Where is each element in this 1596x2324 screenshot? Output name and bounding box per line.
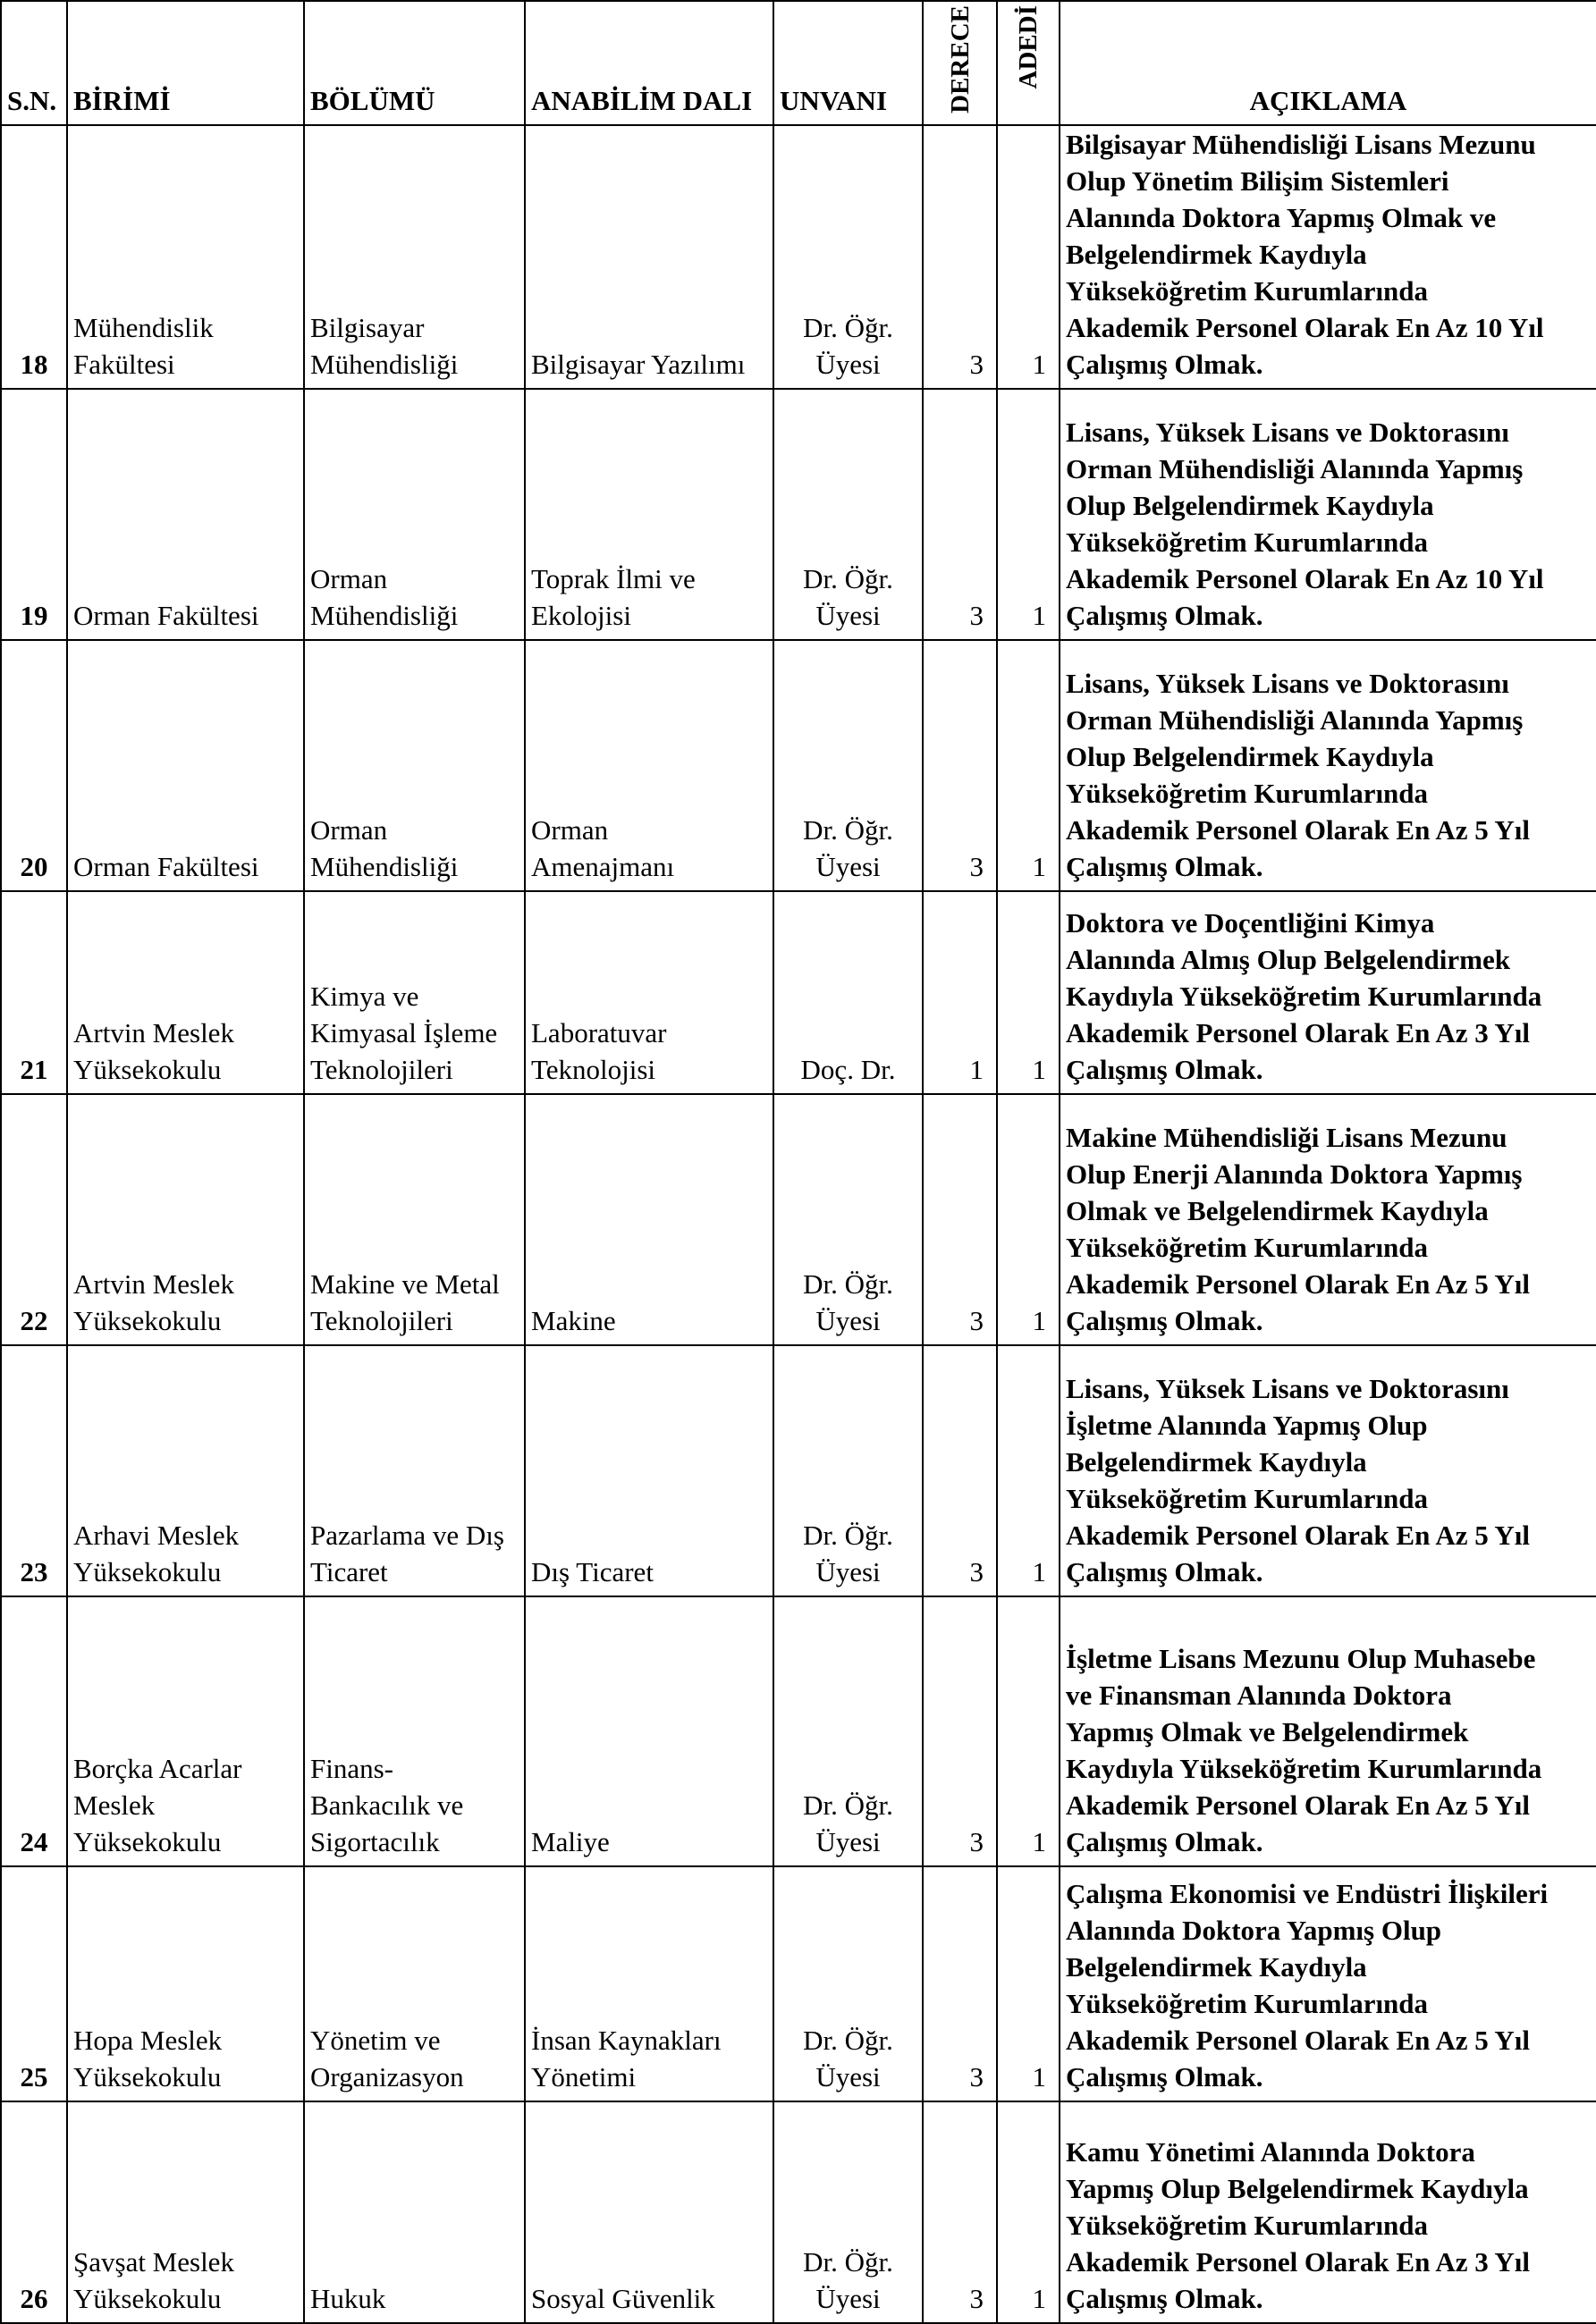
cell-bolum: Kimya ve Kimyasal İşleme Teknolojileri <box>304 891 525 1094</box>
header-bolum: BÖLÜMÜ <box>304 1 525 125</box>
cell-aciklama: Çalışma Ekonomisi ve Endüstri İlişkileri Alanında Doktora Yapmış Olup Belgelendirmek Kaydıyla Yükseköğretim Kurumlarında Akademik Personel Olarak En Az 5 Yıl Çalışmış Olmak. <box>1060 1866 1596 2101</box>
cell-derece: 3 <box>923 125 997 389</box>
cell-anabilim: Sosyal Güvenlik <box>525 2101 773 2323</box>
cell-derece: 3 <box>923 1866 997 2101</box>
cell-unvan: Dr. Öğr. Üyesi <box>773 640 923 891</box>
header-aciklama: AÇIKLAMA <box>1060 1 1596 125</box>
table-row <box>1 389 1596 640</box>
cell-derece: 3 <box>923 389 997 640</box>
cell-bolum: Orman Mühendisliği <box>304 640 525 891</box>
table-row <box>1 891 1596 1094</box>
cell-sn: 19 <box>1 389 67 640</box>
table-body <box>1 125 1596 2323</box>
table-row <box>1 1866 1596 2101</box>
cell-sn: 24 <box>1 1596 67 1866</box>
cell-bolum: Makine ve Metal Teknolojileri <box>304 1094 525 1345</box>
cell-adet: 1 <box>997 2101 1060 2323</box>
cell-sn: 21 <box>1 891 67 1094</box>
cell-adet: 1 <box>997 1596 1060 1866</box>
header-adet: ADEDİ <box>1014 5 1043 89</box>
header-adet-cell <box>997 1 1060 125</box>
cell-bolum: Finans- Bankacılık ve Sigortacılık <box>304 1596 525 1866</box>
cell-bolum: Pazarlama ve Dış Ticaret <box>304 1345 525 1596</box>
cell-birim: Hopa Meslek Yüksekokulu <box>67 1866 304 2101</box>
cell-unvan: Dr. Öğr. Üyesi <box>773 1094 923 1345</box>
cell-unvan: Dr. Öğr. Üyesi <box>773 389 923 640</box>
cell-aciklama: Bilgisayar Mühendisliği Lisans Mezunu Olup Yönetim Bilişim Sistemleri Alanında Doktora Yapmış Olmak ve Belgelendirmek Kaydıyla Yükseköğretim Kurumlarında Akademik Personel Olarak En Az 10 Yıl Çalışmış Olmak. <box>1060 125 1596 389</box>
cell-sn: 20 <box>1 640 67 891</box>
cell-unvan: Dr. Öğr. Üyesi <box>773 1866 923 2101</box>
table-row <box>1 1094 1596 1345</box>
cell-anabilim: Makine <box>525 1094 773 1345</box>
table-row <box>1 1596 1596 1866</box>
cell-aciklama: Lisans, Yüksek Lisans ve Doktorasını Orman Mühendisliği Alanında Yapmış Olup Belgelendirmek Kaydıyla Yükseköğretim Kurumlarında Akademik Personel Olarak En Az 5 Yıl Çalışmış Olmak. <box>1060 640 1596 891</box>
header-row <box>1 1 1596 125</box>
cell-unvan: Doç. Dr. <box>773 891 923 1094</box>
cell-adet: 1 <box>997 389 1060 640</box>
cell-derece: 1 <box>923 891 997 1094</box>
header-derece-cell <box>923 1 997 125</box>
table-row <box>1 640 1596 891</box>
cell-birim: Artvin Meslek Yüksekokulu <box>67 891 304 1094</box>
cell-unvan: Dr. Öğr. Üyesi <box>773 1345 923 1596</box>
cell-derece: 3 <box>923 2101 997 2323</box>
cell-anabilim: Maliye <box>525 1596 773 1866</box>
cell-aciklama: Lisans, Yüksek Lisans ve Doktorasını Orman Mühendisliği Alanında Yapmış Olup Belgelendirmek Kaydıyla Yükseköğretim Kurumlarında Akademik Personel Olarak En Az 10 Yıl Çalışmış Olmak. <box>1060 389 1596 640</box>
cell-adet: 1 <box>997 640 1060 891</box>
cell-adet: 1 <box>997 125 1060 389</box>
cell-anabilim: Toprak İlmi ve Ekolojisi <box>525 389 773 640</box>
cell-derece: 3 <box>923 1345 997 1596</box>
cell-unvan: Dr. Öğr. Üyesi <box>773 1596 923 1866</box>
header-sn: S.N. <box>1 1 67 125</box>
table-row <box>1 2101 1596 2323</box>
cell-unvan: Dr. Öğr. Üyesi <box>773 125 923 389</box>
cell-anabilim: İnsan Kaynakları Yönetimi <box>525 1866 773 2101</box>
cell-derece: 3 <box>923 640 997 891</box>
cell-sn: 25 <box>1 1866 67 2101</box>
header-unvan: UNVANI <box>773 1 923 125</box>
cell-birim: Borçka Acarlar Meslek Yüksekokulu <box>67 1596 304 1866</box>
header-birim: BİRİMİ <box>67 1 304 125</box>
header-derece: DERECE <box>945 5 975 114</box>
cell-anabilim: Laboratuvar Teknolojisi <box>525 891 773 1094</box>
cell-birim: Mühendislik Fakültesi <box>67 125 304 389</box>
cell-derece: 3 <box>923 1596 997 1866</box>
cell-adet: 1 <box>997 1345 1060 1596</box>
cell-aciklama: Doktora ve Doçentliğini Kimya Alanında Almış Olup Belgelendirmek Kaydıyla Yükseköğretim Kurumlarında Akademik Personel Olarak En Az 3 Yıl Çalışmış Olmak. <box>1060 891 1596 1094</box>
cell-adet: 1 <box>997 891 1060 1094</box>
cell-bolum: Hukuk <box>304 2101 525 2323</box>
cell-aciklama: Makine Mühendisliği Lisans Mezunu Olup Enerji Alanında Doktora Yapmış Olmak ve Belgelendirmek Kaydıyla Yükseköğretim Kurumlarında Akademik Personel Olarak En Az 5 Yıl Çalışmış Olmak. <box>1060 1094 1596 1345</box>
cell-sn: 26 <box>1 2101 67 2323</box>
cell-birim: Artvin Meslek Yüksekokulu <box>67 1094 304 1345</box>
cell-derece: 3 <box>923 1094 997 1345</box>
cell-sn: 22 <box>1 1094 67 1345</box>
cell-birim: Arhavi Meslek Yüksekokulu <box>67 1345 304 1596</box>
cell-adet: 1 <box>997 1094 1060 1345</box>
cell-bolum: Yönetim ve Organizasyon <box>304 1866 525 2101</box>
cell-adet: 1 <box>997 1866 1060 2101</box>
cell-anabilim: Dış Ticaret <box>525 1345 773 1596</box>
cell-unvan: Dr. Öğr. Üyesi <box>773 2101 923 2323</box>
cell-anabilim: Orman Amenajmanı <box>525 640 773 891</box>
cell-sn: 18 <box>1 125 67 389</box>
cell-aciklama: İşletme Lisans Mezunu Olup Muhasebe ve Finansman Alanında Doktora Yapmış Olmak ve Belgelendirmek Kaydıyla Yükseköğretim Kurumlarında Akademik Personel Olarak En Az 5 Yıl Çalışmış Olmak. <box>1060 1596 1596 1866</box>
table-row <box>1 125 1596 389</box>
cell-bolum: Orman Mühendisliği <box>304 389 525 640</box>
cell-anabilim: Bilgisayar Yazılımı <box>525 125 773 389</box>
cell-sn: 23 <box>1 1345 67 1596</box>
cell-bolum: Bilgisayar Mühendisliği <box>304 125 525 389</box>
cell-birim: Orman Fakültesi <box>67 640 304 891</box>
header-anabilim: ANABİLİM DALI <box>525 1 773 125</box>
cell-birim: Şavşat Meslek Yüksekokulu <box>67 2101 304 2323</box>
table-row <box>1 1345 1596 1596</box>
cell-birim: Orman Fakültesi <box>67 389 304 640</box>
cell-aciklama: Lisans, Yüksek Lisans ve Doktorasını İşletme Alanında Yapmış Olup Belgelendirmek Kaydıyla Yükseköğretim Kurumlarında Akademik Personel Olarak En Az 5 Yıl Çalışmış Olmak. <box>1060 1345 1596 1596</box>
cell-aciklama: Kamu Yönetimi Alanında Doktora Yapmış Olup Belgelendirmek Kaydıyla Yükseköğretim Kurumlarında Akademik Personel Olarak En Az 3 Yıl Çalışmış Olmak. <box>1060 2101 1596 2323</box>
